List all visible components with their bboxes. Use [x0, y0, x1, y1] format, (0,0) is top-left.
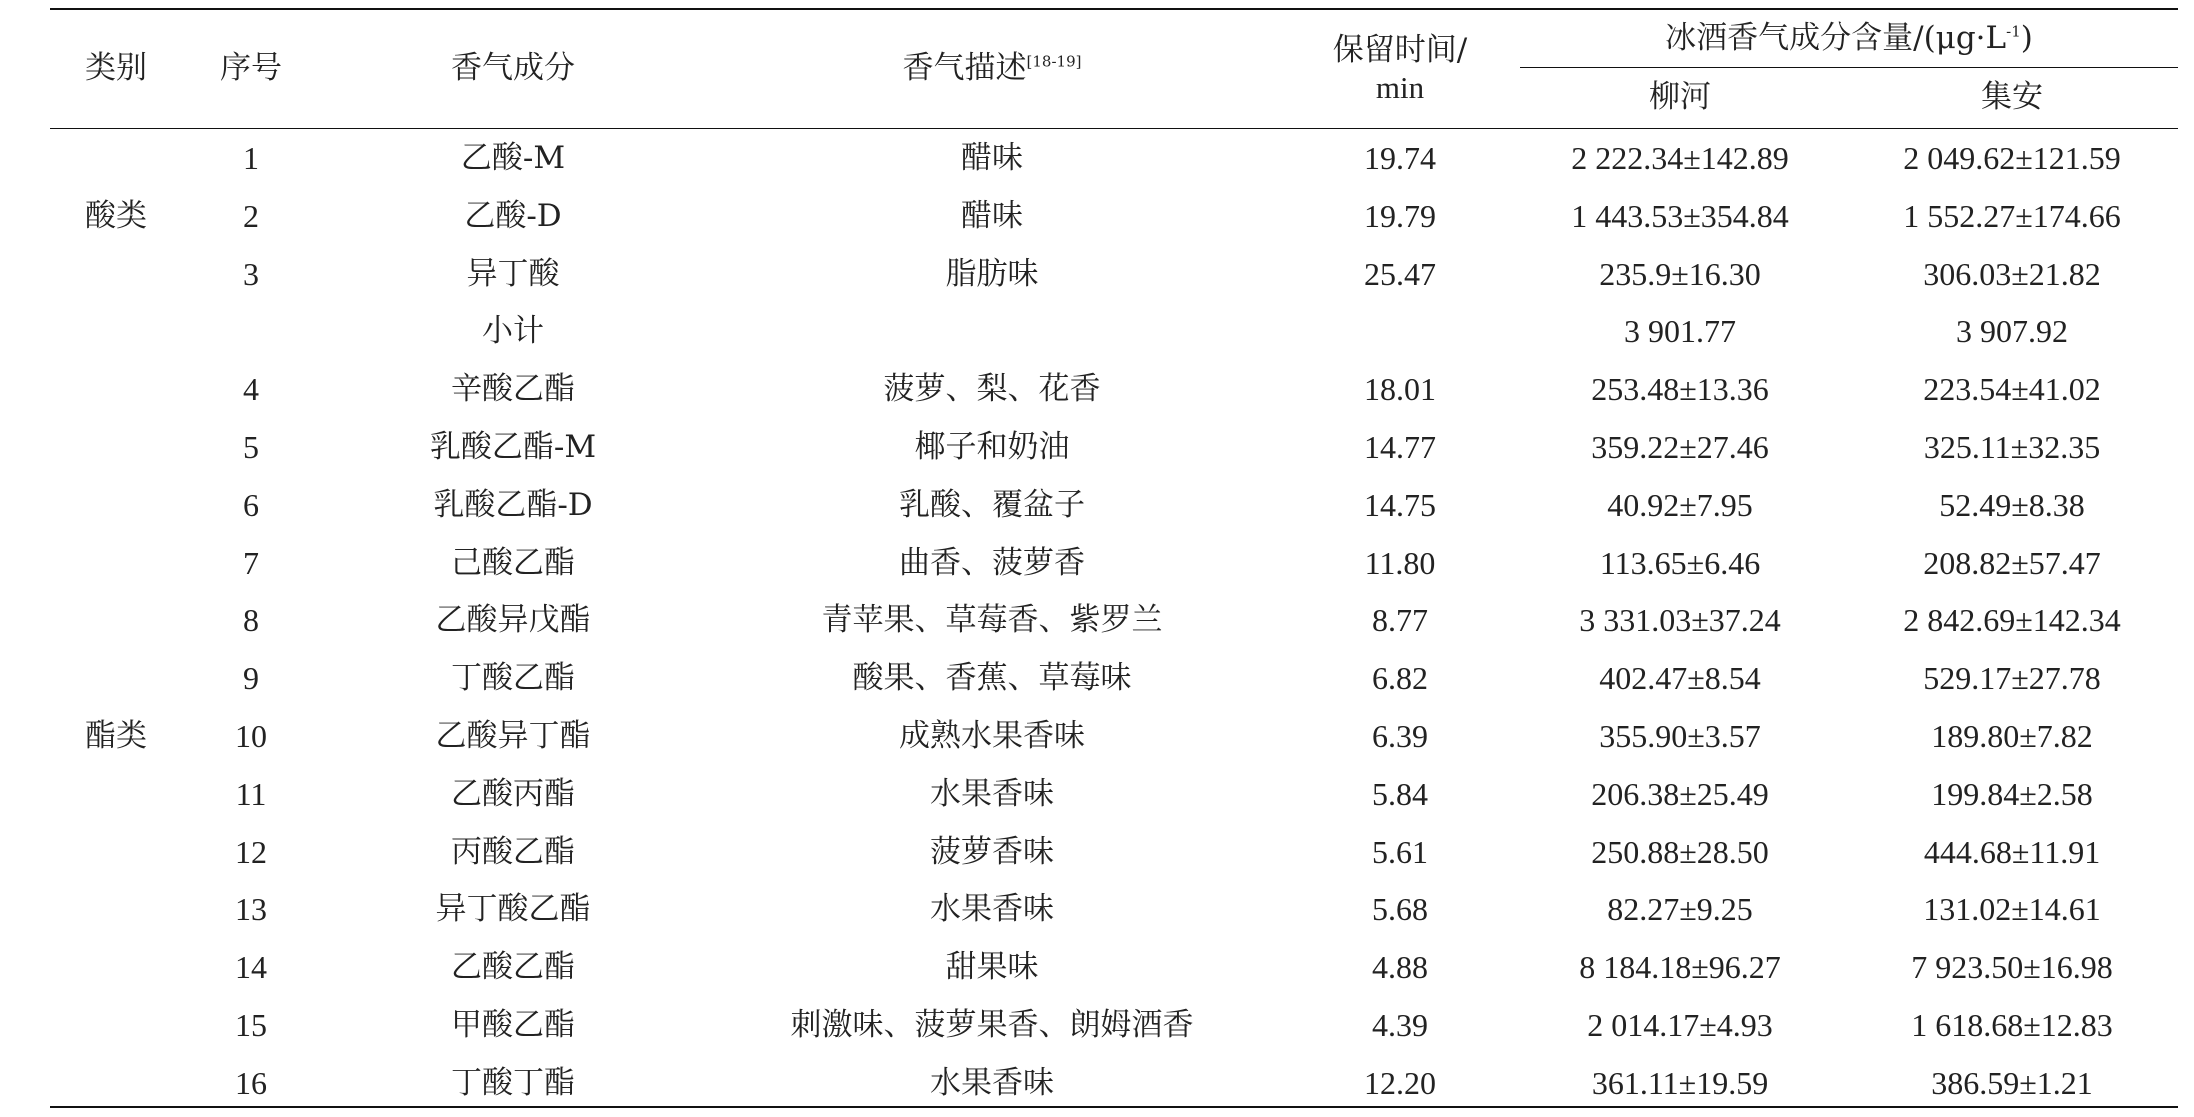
cell-retention: 18.01 — [1364, 371, 1436, 408]
cell-description: 水果香味 — [930, 775, 1054, 812]
cell-retention: 12.20 — [1364, 1064, 1436, 1101]
cell-liuhe: 113.65±6.46 — [1599, 544, 1761, 581]
cell-component: 丁酸乙酯 — [451, 660, 575, 697]
cell-jian: 325.11±32.35 — [1923, 429, 2101, 465]
cell-index: 1 — [243, 140, 259, 176]
header-bottom-rule — [50, 128, 2178, 129]
cell-jian: 529.17±27.78 — [1923, 660, 2101, 697]
cell-component: 异丁酸乙酯 — [435, 891, 591, 928]
cell-component: 异丁酸 — [466, 255, 560, 292]
cell-component: 丙酸乙酯 — [451, 833, 575, 870]
cell-liuhe: 250.88±28.50 — [1591, 833, 1769, 870]
cell-jian: 199.84±2.58 — [1931, 775, 2093, 812]
category-label-acids: 酸类 — [85, 198, 147, 234]
cell-index: 16 — [235, 1064, 267, 1101]
cell-liuhe: 3 901.77 — [1624, 313, 1736, 350]
cell-jian: 189.80±7.82 — [1931, 718, 2093, 754]
header-content-close: ) — [2020, 20, 2033, 56]
cell-component: 辛酸乙酯 — [451, 371, 575, 408]
header-index: 序号 — [220, 50, 282, 86]
cell-liuhe: 402.47±8.54 — [1599, 660, 1761, 697]
cell-jian: 1 618.68±12.83 — [1911, 1007, 2113, 1043]
cell-description: 刺激味、菠萝果香、朗姆酒香 — [790, 1007, 1194, 1043]
category-label-esters: 酯类 — [85, 718, 147, 754]
cell-component: 乳酸乙酯-M — [429, 429, 597, 465]
cell-description: 成熟水果香味 — [899, 718, 1085, 754]
cell-jian: 7 923.50±16.98 — [1911, 949, 2113, 986]
cell-liuhe: 3 331.03±37.24 — [1579, 602, 1781, 639]
cell-description: 脂肪味 — [945, 255, 1039, 292]
cell-retention: 8.77 — [1372, 602, 1428, 639]
cell-liuhe: 40.92±7.95 — [1607, 486, 1753, 523]
header-category: 类别 — [85, 50, 147, 86]
cell-liuhe: 235.9±16.30 — [1599, 255, 1761, 292]
cell-index: 2 — [243, 197, 259, 234]
cell-component: 乙酸-M — [460, 140, 566, 176]
cell-index: 11 — [235, 775, 267, 812]
cell-retention: 14.77 — [1364, 429, 1436, 465]
cell-liuhe: 1 443.53±354.84 — [1571, 197, 1789, 234]
cell-component: 己酸乙酯 — [451, 544, 575, 581]
subheader-rule — [1520, 67, 2178, 68]
cell-jian: 386.59±1.21 — [1931, 1064, 2093, 1101]
cell-jian: 444.68±11.91 — [1923, 833, 2101, 870]
cell-retention: 11.80 — [1364, 544, 1436, 581]
bottom-rule — [50, 1106, 2178, 1108]
cell-description: 菠萝、梨、花香 — [883, 371, 1101, 408]
cell-component: 乙酸丙酯 — [451, 775, 575, 812]
cell-index: 6 — [243, 486, 259, 523]
cell-description: 醋味 — [961, 197, 1023, 234]
cell-jian: 1 552.27±174.66 — [1903, 197, 2121, 234]
cell-liuhe: 2 222.34±142.89 — [1571, 140, 1789, 176]
cell-description: 酸果、香蕉、草莓味 — [852, 660, 1132, 697]
cell-jian: 52.49±8.38 — [1939, 486, 2085, 523]
cell-index: 13 — [235, 891, 267, 928]
header-component: 香气成分 — [451, 50, 575, 86]
cell-index: 12 — [235, 833, 267, 870]
header-retention-line1: 保留时间/ — [1332, 32, 1468, 68]
cell-component: 小计 — [482, 313, 544, 350]
cell-jian: 3 907.92 — [1956, 313, 2068, 350]
cell-index: 10 — [235, 718, 267, 754]
cell-index: 9 — [243, 660, 259, 697]
cell-component: 乙酸乙酯 — [451, 949, 575, 986]
cell-liuhe: 82.27±9.25 — [1607, 891, 1753, 928]
header-content — [1665, 20, 2033, 56]
cell-retention: 4.88 — [1372, 949, 1428, 986]
top-rule — [50, 8, 2178, 10]
cell-retention: 4.39 — [1372, 1007, 1428, 1043]
cell-component: 乙酸异戊酯 — [435, 602, 591, 639]
cell-jian: 131.02±14.61 — [1923, 891, 2101, 928]
cell-retention: 5.68 — [1372, 891, 1428, 928]
cell-description: 水果香味 — [930, 891, 1054, 928]
cell-description: 菠萝香味 — [930, 833, 1054, 870]
cell-index: 14 — [235, 949, 267, 986]
cell-retention: 6.82 — [1372, 660, 1428, 697]
cell-liuhe: 359.22±27.46 — [1591, 429, 1769, 465]
cell-retention: 6.39 — [1372, 718, 1428, 754]
cell-index: 8 — [243, 602, 259, 639]
cell-retention: 25.47 — [1364, 255, 1436, 292]
cell-index: 3 — [243, 255, 259, 292]
header-description-ref: [18-19] — [1026, 52, 1082, 71]
cell-retention: 14.75 — [1364, 486, 1436, 523]
cell-retention: 5.61 — [1372, 833, 1428, 870]
cell-jian: 208.82±57.47 — [1923, 544, 2101, 581]
cell-description: 水果香味 — [930, 1064, 1054, 1101]
cell-retention: 5.84 — [1372, 775, 1428, 812]
cell-retention: 19.79 — [1364, 197, 1436, 234]
header-jian: 集安 — [1981, 79, 2043, 115]
header-liuhe: 柳河 — [1649, 79, 1711, 115]
cell-component: 乙酸-D — [464, 197, 562, 234]
cell-component: 丁酸丁酯 — [451, 1064, 575, 1101]
cell-index: 5 — [243, 429, 259, 465]
cell-component: 甲酸乙酯 — [451, 1007, 575, 1043]
cell-liuhe: 361.11±19.59 — [1591, 1064, 1769, 1101]
cell-description: 醋味 — [961, 140, 1023, 176]
cell-component: 乙酸异丁酯 — [435, 718, 591, 754]
header-content-text: 冰酒香气成分含量/(μg·L — [1665, 20, 2007, 56]
cell-index: 4 — [243, 371, 259, 408]
cell-jian: 306.03±21.82 — [1923, 255, 2101, 292]
cell-index: 7 — [243, 544, 259, 581]
cell-description: 乳酸、覆盆子 — [899, 486, 1085, 523]
cell-retention: 19.74 — [1364, 140, 1436, 176]
cell-liuhe: 2 014.17±4.93 — [1587, 1007, 1773, 1043]
header-retention-line2: min — [1375, 70, 1425, 105]
cell-component: 乳酸乙酯-D — [433, 486, 593, 523]
cell-description: 椰子和奶油 — [914, 429, 1070, 465]
cell-liuhe: 253.48±13.36 — [1591, 371, 1769, 408]
cell-liuhe: 206.38±25.49 — [1591, 775, 1769, 812]
cell-index: 15 — [235, 1007, 267, 1043]
cell-description: 甜果味 — [945, 949, 1039, 986]
cell-jian: 2 842.69±142.34 — [1903, 602, 2121, 639]
cell-description: 青苹果、草莓香、紫罗兰 — [821, 602, 1163, 639]
header-content-exp: -1 — [2006, 22, 2021, 41]
header-description-text: 香气描述 — [902, 50, 1027, 86]
cell-jian: 2 049.62±121.59 — [1903, 140, 2121, 176]
cell-jian: 223.54±41.02 — [1923, 371, 2101, 408]
cell-description: 曲香、菠萝香 — [899, 544, 1085, 581]
header-description — [903, 50, 1082, 86]
cell-liuhe: 8 184.18±96.27 — [1579, 949, 1781, 986]
cell-liuhe: 355.90±3.57 — [1599, 718, 1761, 754]
